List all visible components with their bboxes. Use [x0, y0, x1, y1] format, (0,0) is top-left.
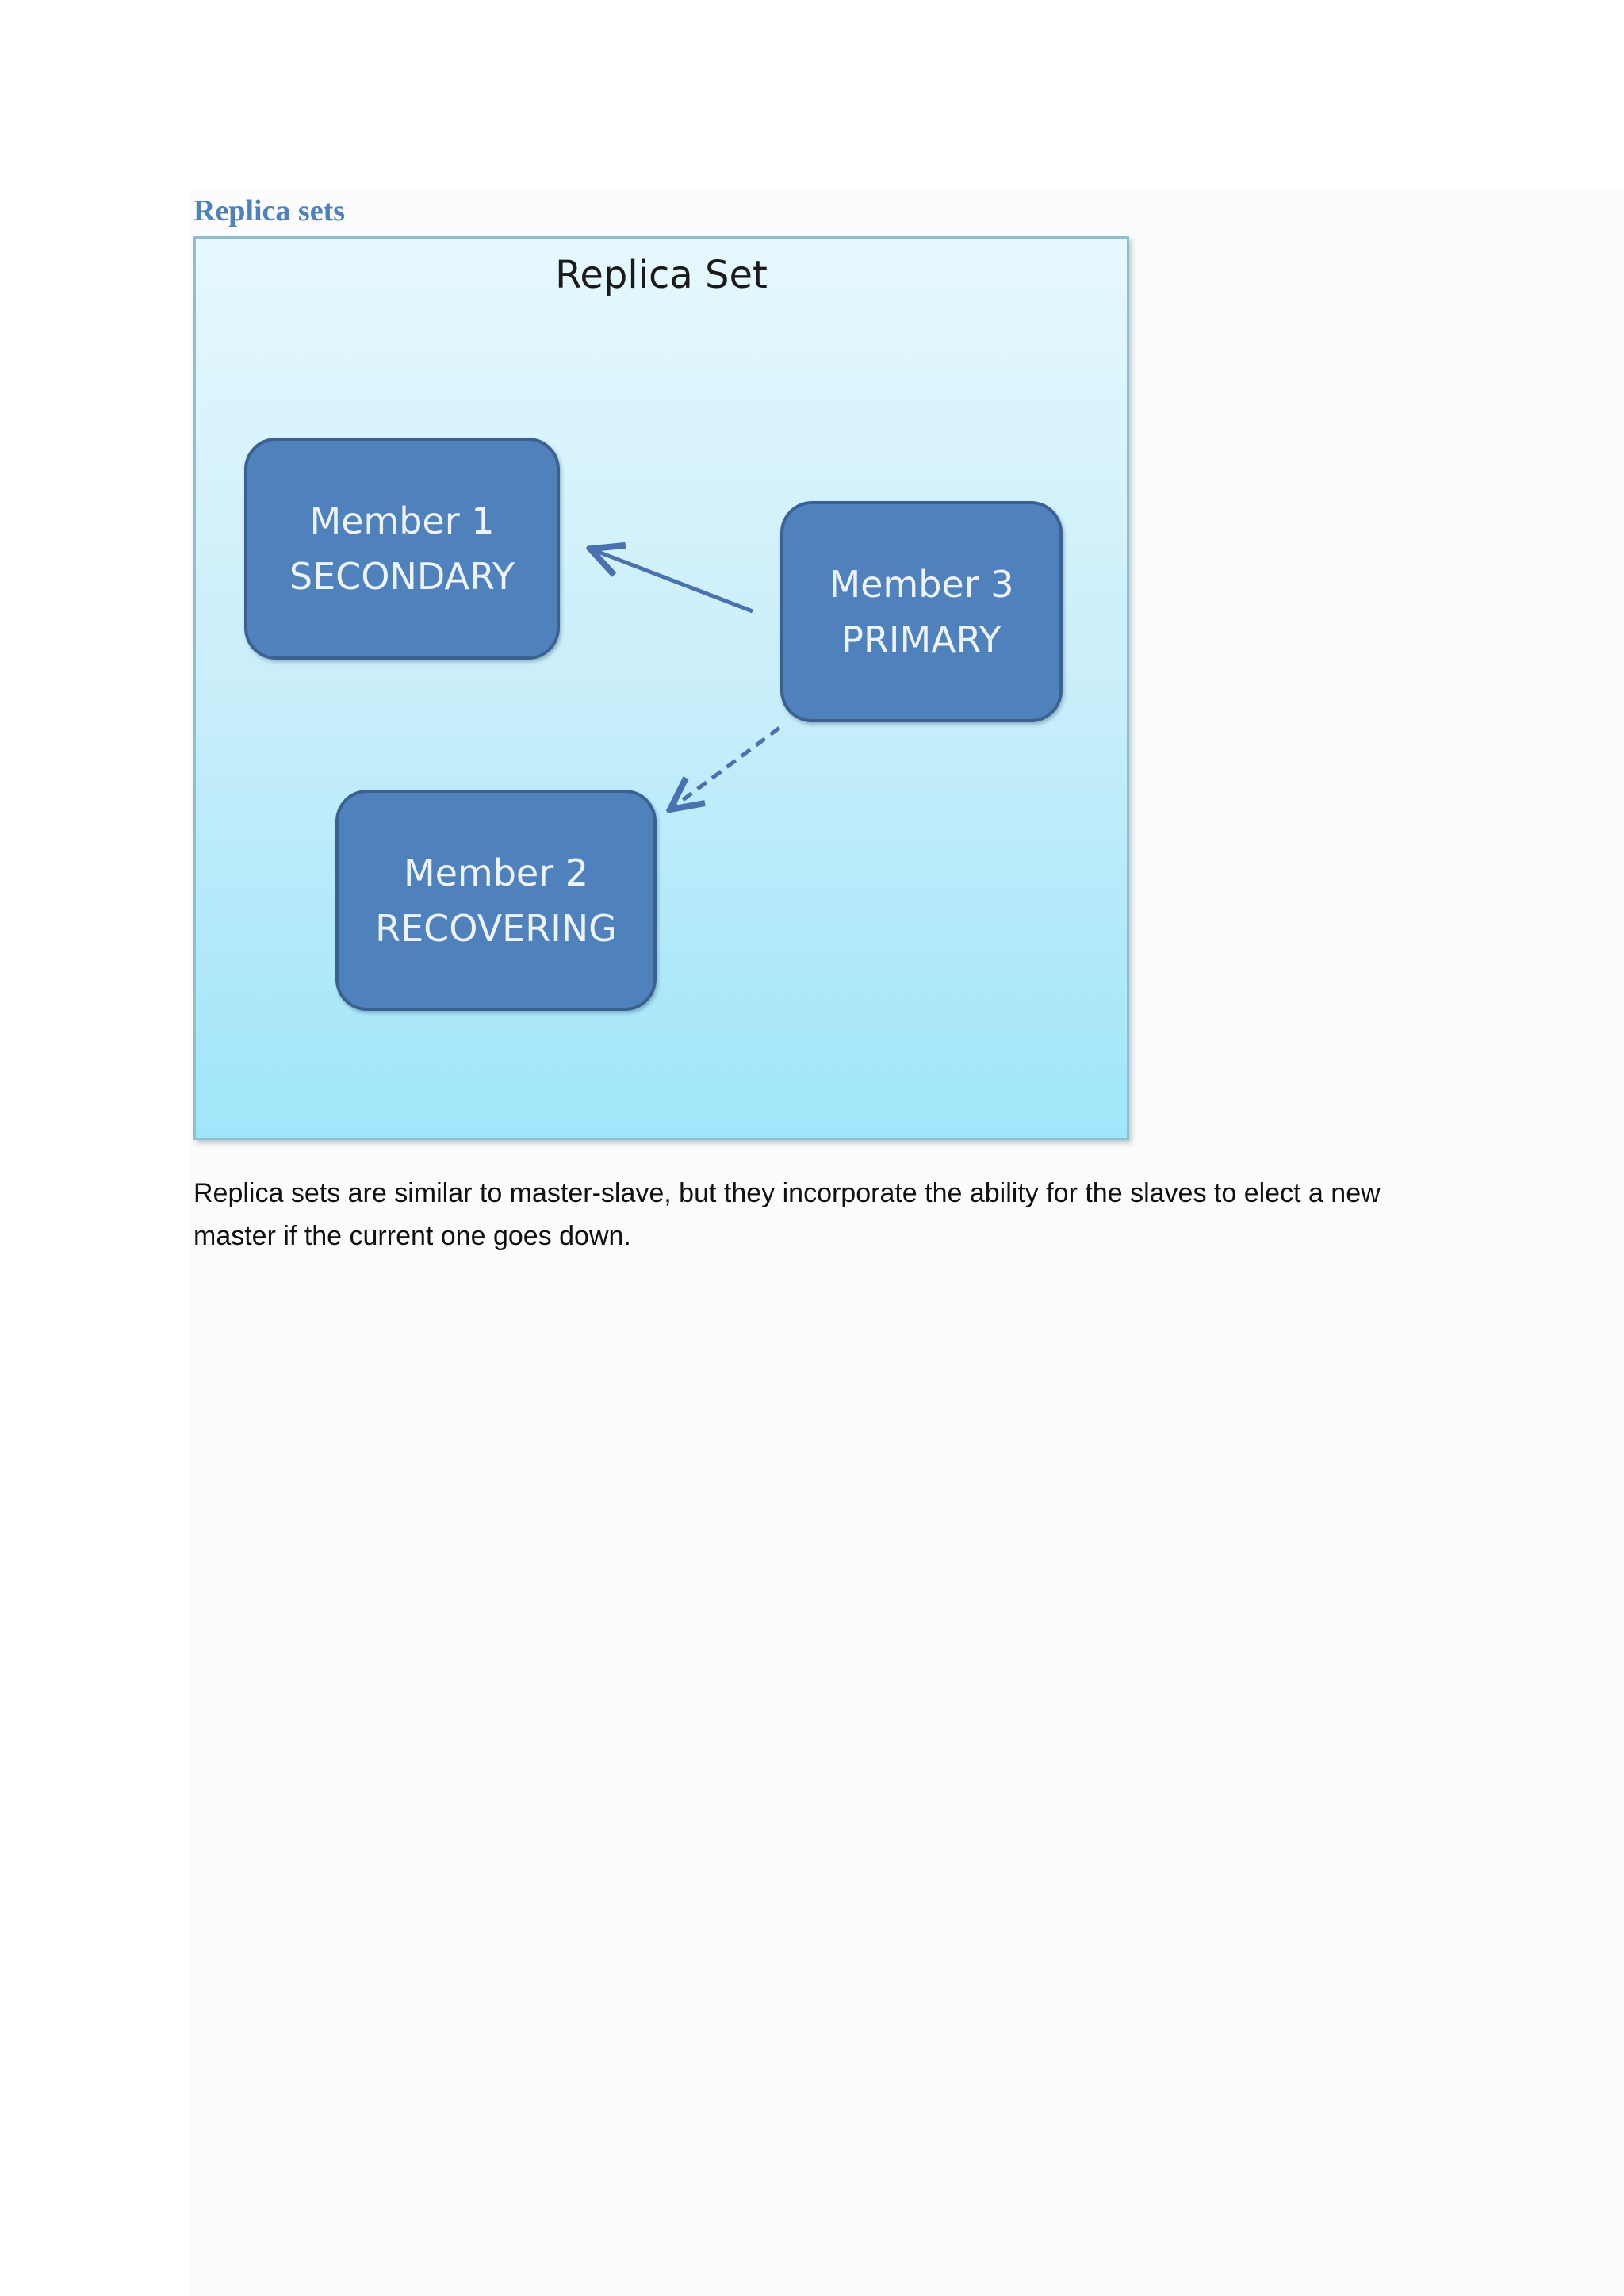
arrow-member3-to-member1 [594, 550, 753, 611]
replica-set-diagram [193, 236, 1129, 1140]
arrow-member3-to-member2 [673, 728, 779, 807]
member-2-name: Member 2 [403, 851, 589, 894]
member-2-node [335, 790, 657, 1011]
member-3-name: Member 3 [829, 562, 1014, 606]
member-1-name: Member 1 [309, 499, 495, 542]
member-2-state: RECOVERING [375, 906, 617, 950]
section-heading: Replica sets [193, 194, 346, 228]
member-3-state: PRIMARY [841, 618, 1002, 661]
body-paragraph: Replica sets are similar to master-slave, but they incorporate the ability for the slaves to elect a new master if the current one goes down. [193, 1178, 1381, 1251]
diagram-title: Replica Set [555, 253, 768, 297]
member-3-node [780, 501, 1063, 722]
member-1-state: SECONDARY [289, 555, 515, 598]
member-1-node [244, 438, 560, 660]
